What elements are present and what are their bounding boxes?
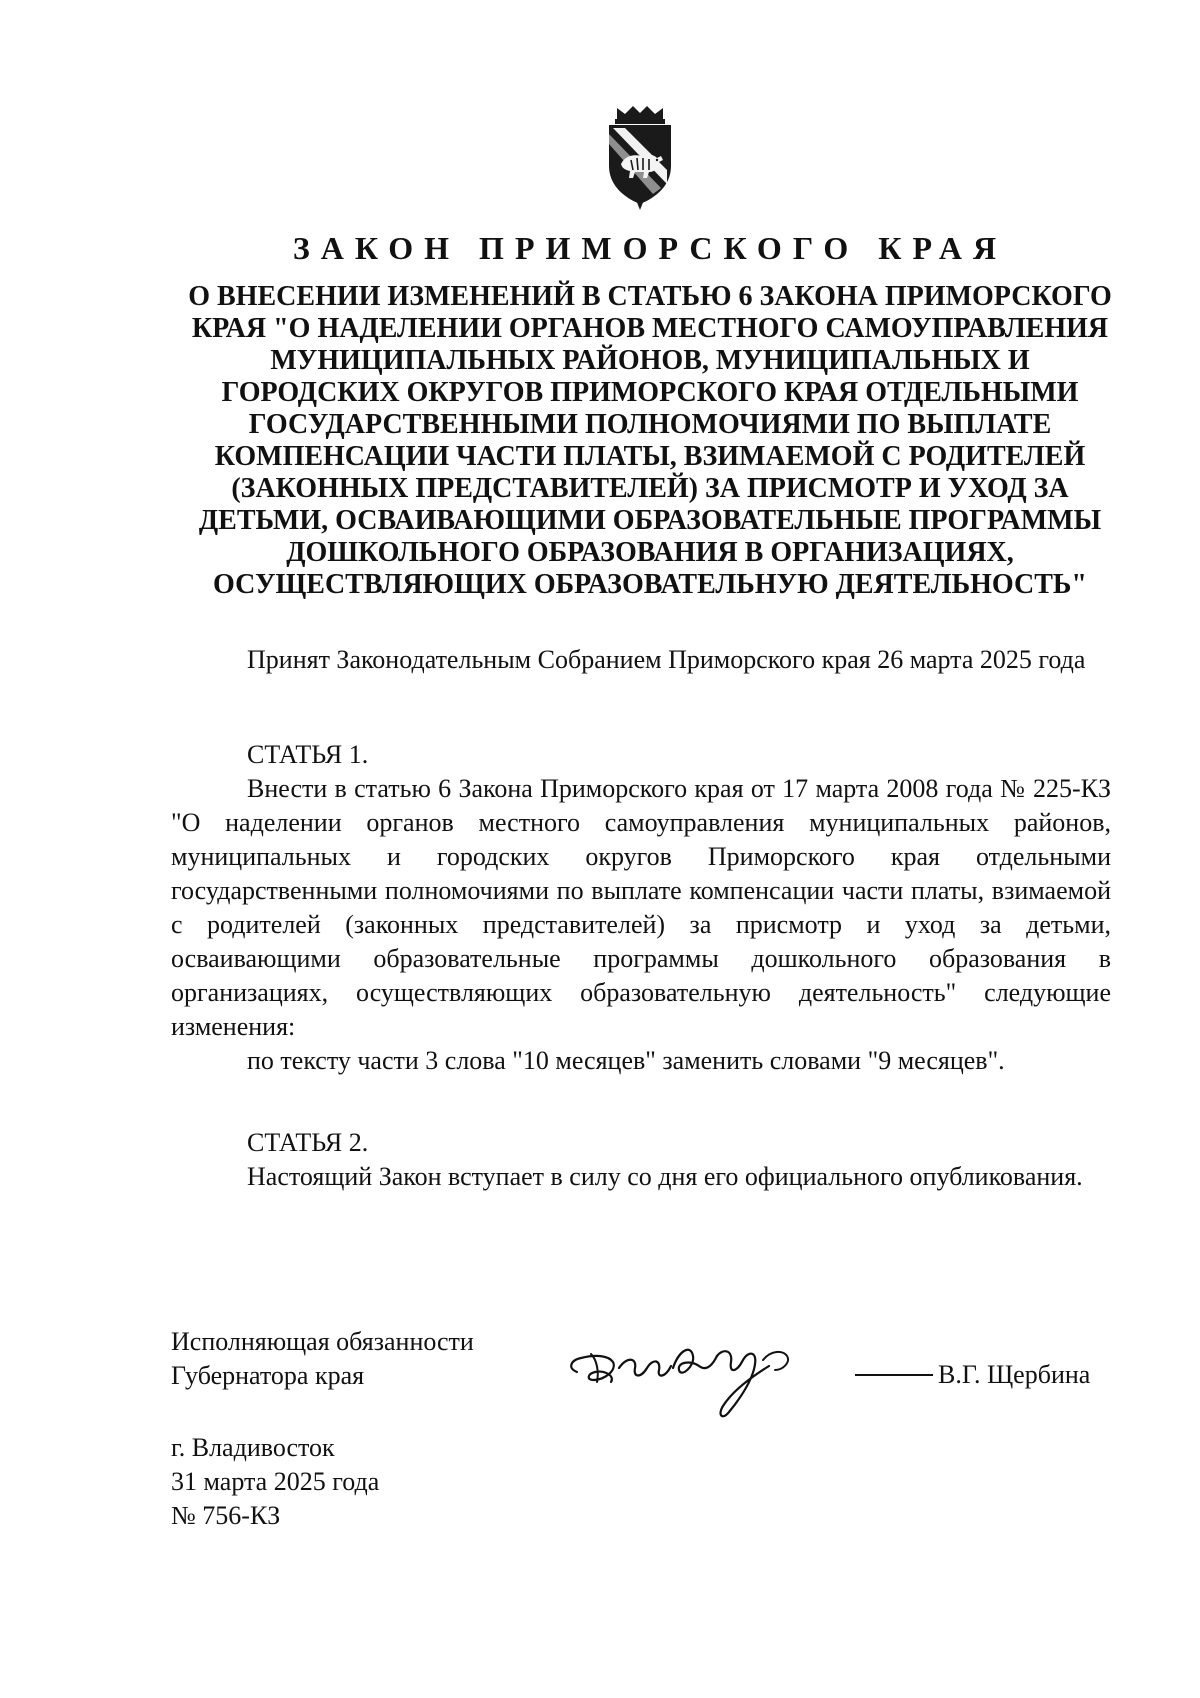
law-title-line: О ВНЕСЕНИИ ИЗМЕНЕНИЙ В СТАТЬЮ 6 ЗАКОНА ПРИМОРСКОГО [188,281,1112,312]
signature-dash [855,1374,933,1376]
article-1-paragraph: по тексту части 3 слова "10 месяцев" заменить словами "9 месяцев". [247,1046,1005,1075]
article-2-paragraph: Настоящий Закон вступает в силу со дня его официального опубликования. [247,1162,1083,1191]
article-2-heading: СТАТЬЯ 2. [247,1128,369,1157]
law-title-line: ДЕТЬМИ, ОСВАИВАЮЩИМИ ОБРАЗОВАТЕЛЬНЫЕ ПРОГРАММЫ [198,505,1102,536]
law-number: № 756-КЗ [171,1501,281,1530]
place-city: г. Владивосток [171,1433,335,1462]
article-1-heading: СТАТЬЯ 1. [247,740,369,769]
signer-position-line: Губернатора края [171,1361,365,1390]
law-title-line: КРАЯ "О НАДЕЛЕНИИ ОРГАНОВ МЕСТНОГО САМОУПРАВЛЕНИЯ [191,313,1109,344]
law-title [160,281,1140,601]
law-title-line: ГОРОДСКИХ ОКРУГОВ ПРИМОРСКОГО КРАЯ ОТДЕЛЬНЫМИ [221,377,1079,408]
article-2 [171,1126,1111,1194]
signer-name: В.Г. Щербина [938,1360,1091,1389]
adoption-text: Принят Законодательным Собранием Приморского края 26 марта 2025 года [247,645,1086,674]
law-title-line: (ЗАКОННЫХ ПРЕДСТАВИТЕЛЕЙ) ЗА ПРИСМОТР И УХОД ЗА [231,473,1069,504]
law-heading: ЗАКОН ПРИМОРСКОГО КРАЯ [292,230,1008,266]
law-title-line: ДОШКОЛЬНОГО ОБРАЗОВАНИЯ В ОРГАНИЗАЦИЯХ, [286,537,1014,568]
article-1-paragraph: Внести в статью 6 Закона Приморского края от 17 марта 2008 года № 225-КЗ "О наделении органов местного самоуправления муниципальных районов, муниципальных и городских округов Приморского края отдельными государственными полномочиями по выплате компенсации части платы, взимаемой с родителей (законных представителей) за присмотр и уход за детьми, осваивающими образовательные программы дошкольного образования в организациях, осуществляющих образовательную деятельность" следующие изменения: [171,774,1111,1041]
law-title-line: КОМПЕНСАЦИИ ЧАСТИ ПЛАТЫ, ВЗИМАЕМОЙ С РОДИТЕЛЕЙ [214,441,1086,472]
place-and-date [171,1431,379,1533]
law-title-line: МУНИЦИПАЛЬНЫХ РАЙОНОВ, МУНИЦИПАЛЬНЫХ И [270,345,1030,376]
coat-of-arms-emblem [603,104,677,212]
law-title-line: ГОСУДАРСТВЕННЫМИ ПОЛНОМОЧИЯМИ ПО ВЫПЛАТЕ [248,409,1052,440]
handwritten-signature [557,1320,847,1430]
adoption-note [171,643,1111,677]
law-title-line: ОСУЩЕСТВЛЯЮЩИХ ОБРАЗОВАТЕЛЬНУЮ ДЕЯТЕЛЬНОСТЬ" [213,569,1087,600]
signing-date: 31 марта 2025 года [171,1467,380,1496]
signer-position [171,1325,474,1393]
article-1 [171,738,1111,1078]
signer-position-line: Исполняющая обязанности [171,1327,474,1356]
